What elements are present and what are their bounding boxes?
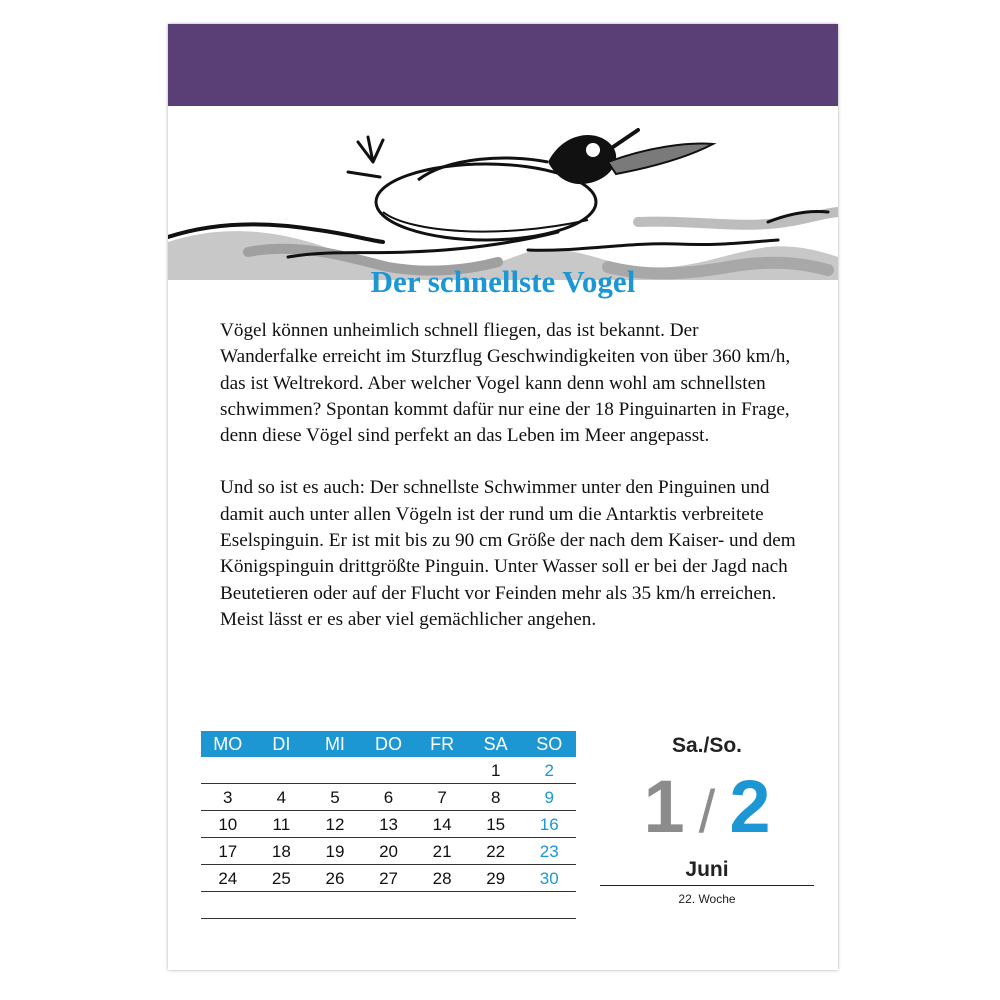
top-color-band (168, 24, 838, 106)
date-separator: / (698, 778, 716, 845)
weekday-label: MI (324, 733, 345, 754)
article-body (220, 318, 800, 659)
calendar-day-sunday: 16 (539, 815, 559, 834)
weekday-label: DO (375, 733, 403, 754)
calendar-day: 20 (379, 842, 398, 861)
calendar-day: 28 (432, 869, 452, 888)
calendar-day (362, 781, 416, 783)
month-label: Juni (600, 858, 814, 886)
weekday-label: DI (272, 733, 291, 754)
calendar-day: 29 (486, 869, 506, 888)
calendar-day: 10 (218, 815, 238, 834)
calendar-day: 7 (437, 788, 447, 807)
week-label: 22. Woche (678, 892, 736, 906)
sunday-number: 2 (729, 765, 771, 848)
saturday-number: 1 (643, 765, 685, 848)
article-title: Der schnellste Vogel (370, 264, 636, 299)
weekday-label: MO (213, 733, 243, 754)
calendar-day: 8 (490, 788, 501, 807)
calendar-day-sunday: 23 (539, 842, 559, 861)
calendar-day-sunday: 2 (544, 761, 554, 780)
weekday-label: SO (536, 733, 563, 754)
weekday-label: FR (430, 733, 455, 754)
calendar-day: 11 (272, 815, 291, 834)
weekday-label: SA (483, 733, 508, 754)
calendar-day: 6 (383, 788, 394, 807)
calendar-empty-row (201, 892, 576, 919)
calendar-day: 17 (218, 842, 238, 861)
calendar-week-row (201, 838, 576, 865)
penguin-swimming-illustration (168, 102, 838, 280)
calendar-day: 22 (486, 842, 506, 861)
weekday-heading: Sa./So. (671, 734, 743, 757)
calendar-week-row (201, 757, 576, 784)
calendar-day: 3 (223, 788, 233, 807)
calendar-day (308, 781, 362, 783)
calendar-day: 14 (432, 815, 452, 834)
calendar-weekday-header (201, 731, 576, 757)
calendar-week-row (201, 865, 576, 892)
calendar-day: 24 (218, 869, 238, 888)
calendar-day (415, 781, 469, 783)
calendar-day-sunday: 9 (544, 788, 554, 807)
calendar-week-row (201, 784, 576, 811)
calendar-day: 4 (276, 788, 287, 807)
calendar-day (255, 781, 309, 783)
calendar-day: 12 (325, 815, 345, 834)
paragraph: Und so ist es auch: Der schnellste Schwimmer unter den Pinguinen und damit auch unter allen Vögeln ist der rund um die Antarktis verbreitete Eselspinguin. Er ist mit bis zu 90 cm Größe der nach dem Kaiser- und dem Königspinguin drittgrößte Pinguin. Unter Wasser soll er bei der Jagd nach Beutetieren oder auf der Flucht vor Feinden mehr als 35 km/h erreichen. Meist lässt er es aber viel gemächlicher angehen. (220, 477, 796, 630)
calendar-day (201, 781, 255, 783)
calendar-day: 25 (271, 869, 291, 888)
calendar-day: 5 (330, 788, 340, 807)
calendar-day-sunday: 30 (539, 869, 559, 888)
calendar-week-row (201, 811, 576, 838)
calendar-page (168, 24, 838, 970)
month-calendar (201, 731, 576, 919)
calendar-day: 1 (490, 761, 501, 780)
current-day-panel (600, 730, 814, 906)
calendar-day: 19 (325, 842, 345, 861)
calendar-day: 13 (379, 815, 398, 834)
calendar-day: 15 (486, 815, 506, 834)
calendar-day: 18 (271, 842, 291, 861)
paragraph: Vögel können unheimlich schnell fliegen, das ist bekannt. Der Wanderfalke erreicht im Sturzflug Geschwindigkeiten von über 360 km/h, das ist Weltrekord. Aber welcher Vogel kann denn wohl am schnellsten schwimmen? Spontan kommt dafür nur eine der 18 Pinguinarten in Frage, denn diese Vögel sind perfekt an das Leben im Meer angepasst. (220, 320, 791, 447)
calendar-day: 21 (432, 842, 452, 861)
day-numbers (600, 762, 814, 852)
calendar-day: 27 (379, 869, 398, 888)
calendar-day: 26 (325, 869, 345, 888)
